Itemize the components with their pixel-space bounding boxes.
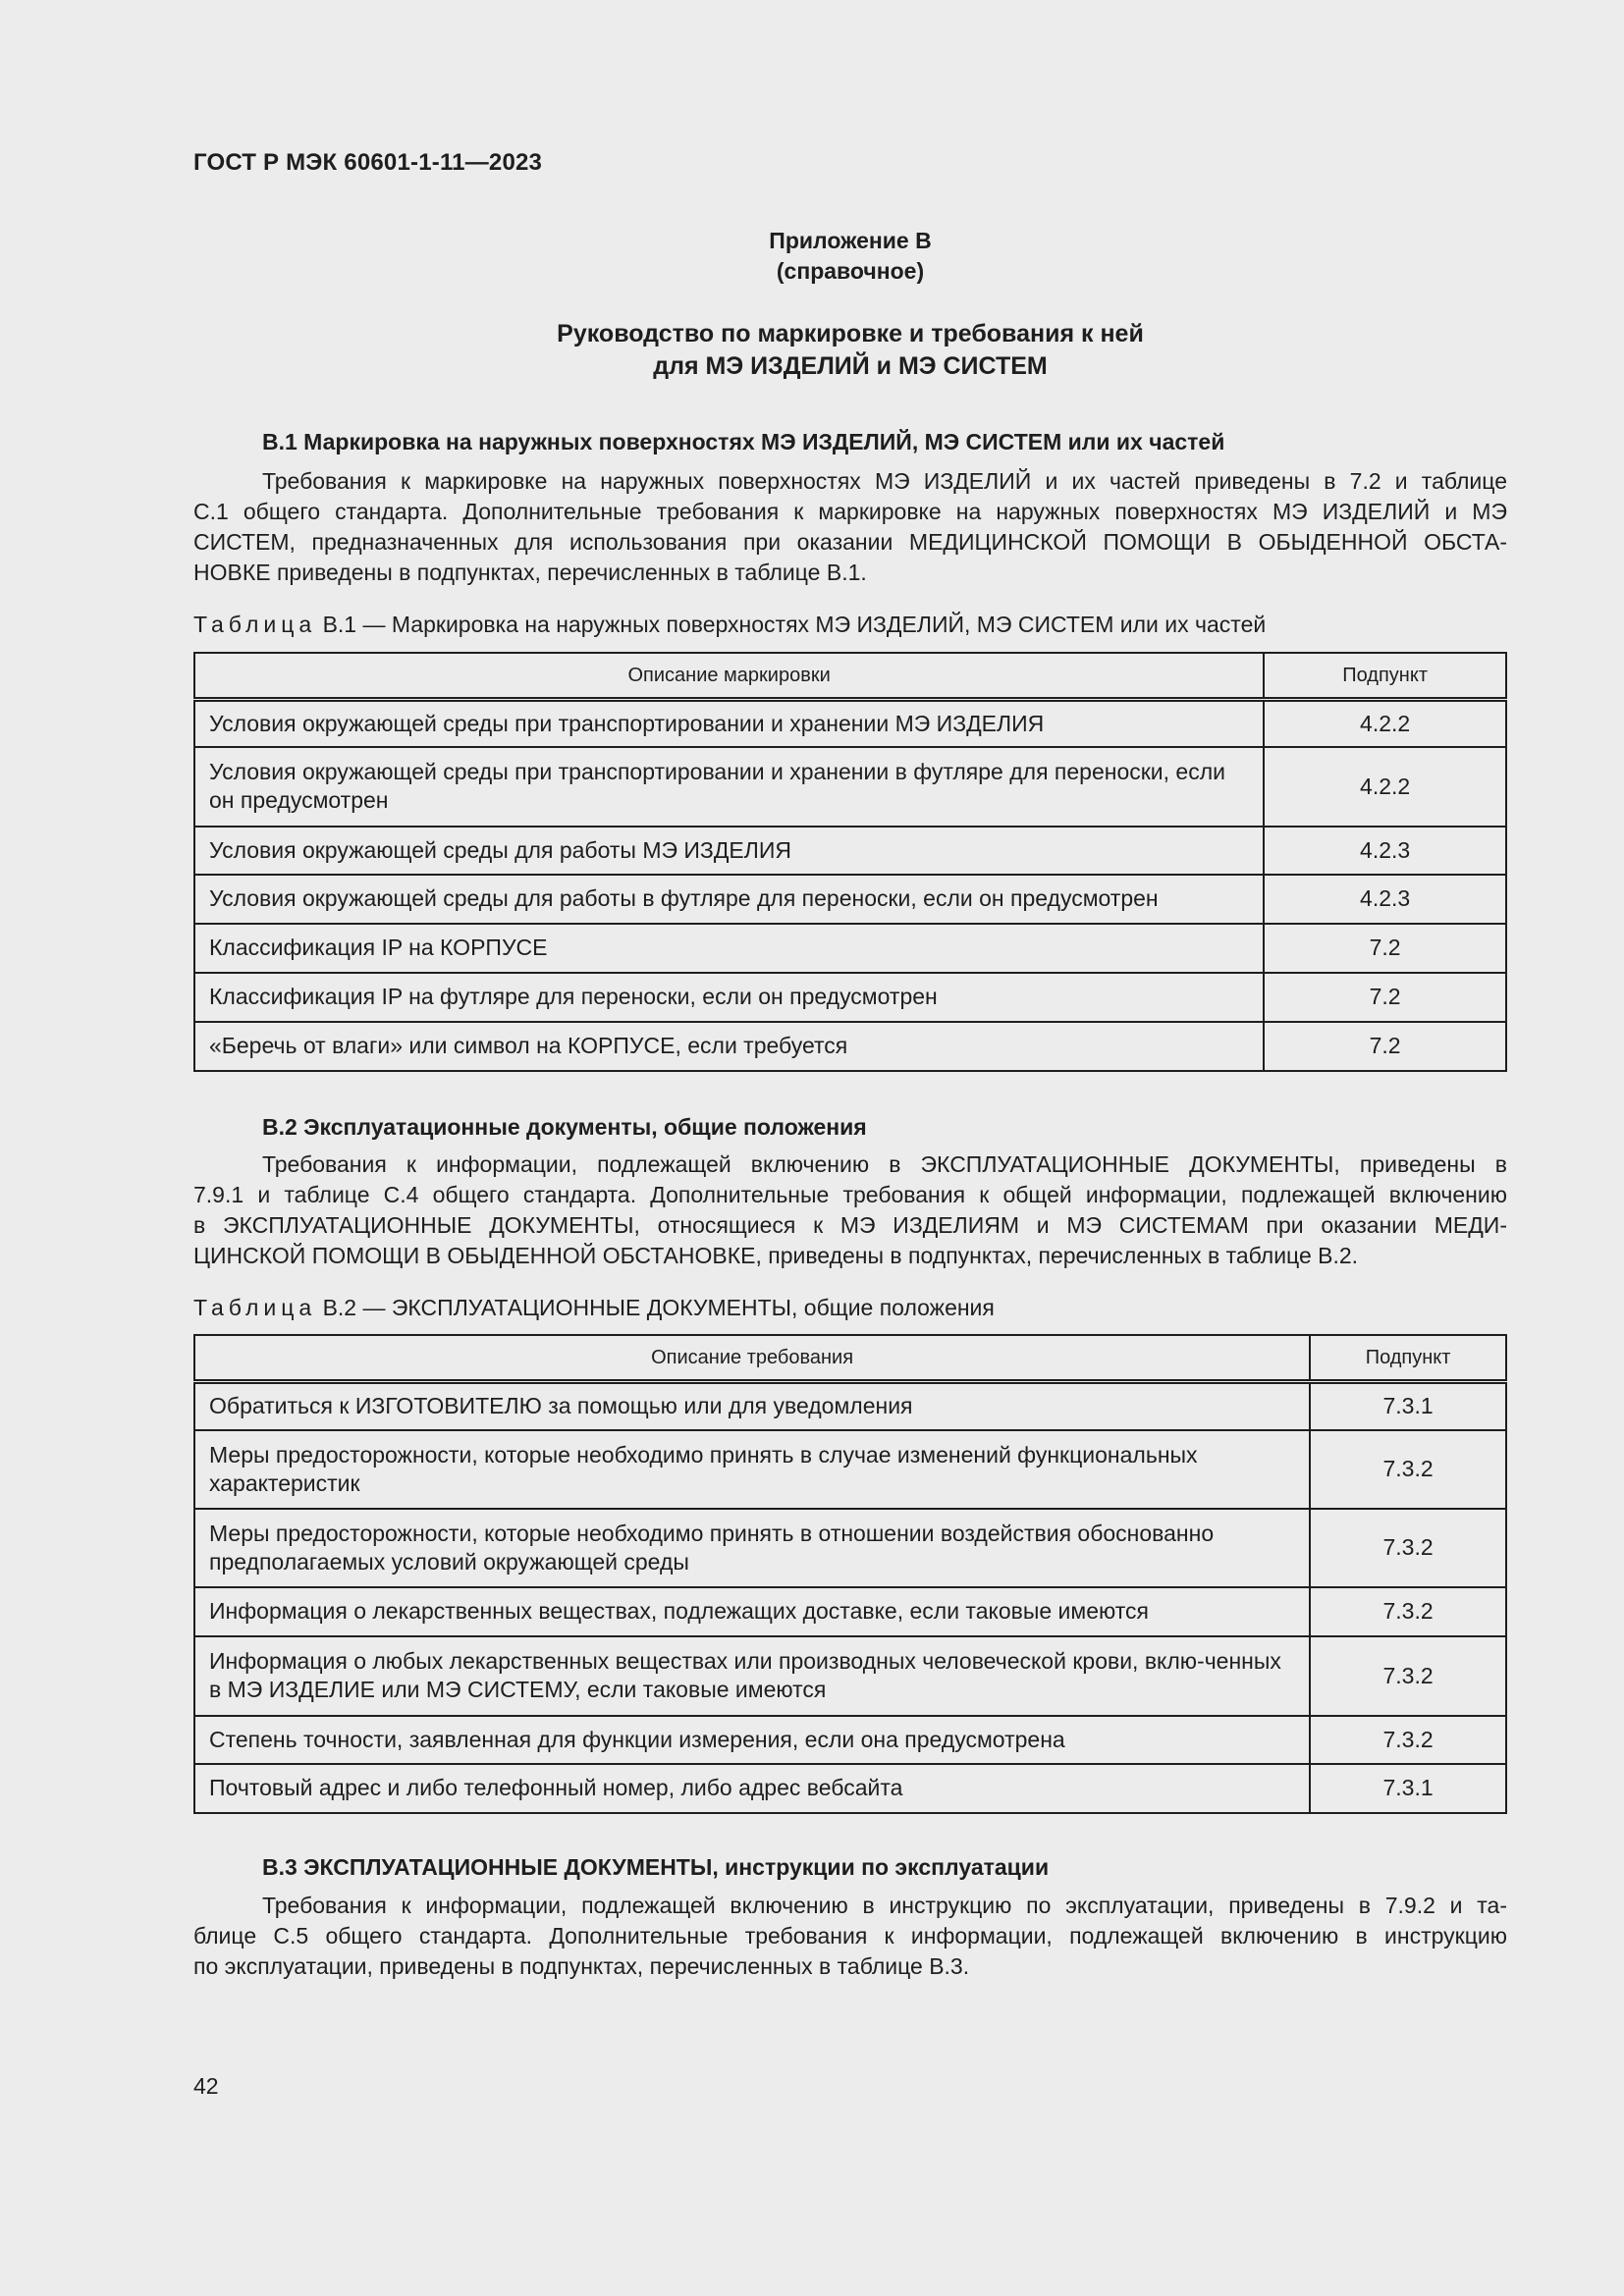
table-b2-caption: [193, 1293, 995, 1322]
column-header-clause: Подпункт: [1264, 653, 1506, 700]
cell-clause: 7.2: [1264, 1022, 1506, 1071]
paragraph-line: Требования к маркировке на наружных поверхностях МЭ ИЗДЕЛИЙ и их частей приведены в 7.2 и таблице: [262, 468, 1507, 494]
paragraph-line: блице С.5 общего стандарта. Дополнительные требования к информации, подлежащей включению в инструкцию: [193, 1923, 1507, 1949]
running-header: ГОСТ Р МЭК 60601-1-11—2023: [193, 149, 543, 176]
paragraph-line: в ЭКСПЛУАТАЦИОННЫЕ ДОКУМЕНТЫ, относящиеся к МЭ ИЗДЕЛИЯМ и МЭ СИСТЕМАМ при оказании МЕДИ-: [193, 1212, 1507, 1238]
paragraph-line: ЦИНСКОЙ ПОМОЩИ В ОБЫДЕННОЙ ОБСТАНОВКЕ, приведены в подпунктах, перечисленных в таблице В.2.: [193, 1243, 1359, 1268]
cell-description: «Беречь от влаги» или символ на КОРПУСЕ, если требуется: [194, 1022, 1264, 1071]
column-header-description: Описание маркировки: [194, 653, 1264, 700]
cell-description: Условия окружающей среды при транспортировании и хранении в футляре для переноски, если он предусмотрен: [194, 747, 1264, 827]
table-b1: [193, 652, 1507, 1072]
cell-clause: 7.3.1: [1310, 1382, 1506, 1430]
cell-clause: 7.2: [1264, 973, 1506, 1022]
table-row: [194, 1430, 1506, 1509]
cell-description: Информация о лекарственных веществах, подлежащих доставке, если таковые имеются: [194, 1587, 1310, 1636]
column-header-clause: Подпункт: [1310, 1335, 1506, 1382]
cell-clause: 7.3.2: [1310, 1430, 1506, 1509]
table-row: [194, 700, 1506, 747]
annex-title: Приложение В: [769, 228, 932, 253]
column-header-description: Описание требования: [194, 1335, 1310, 1382]
table-b2: [193, 1334, 1507, 1814]
table-row: [194, 1022, 1506, 1071]
table-row: [194, 1636, 1506, 1716]
cell-clause: 4.2.3: [1264, 827, 1506, 875]
cell-clause: 7.3.2: [1310, 1636, 1506, 1716]
cell-clause: 4.2.2: [1264, 700, 1506, 747]
table-row: [194, 924, 1506, 973]
cell-description: Обратиться к ИЗГОТОВИТЕЛЮ за помощью или для уведомления: [194, 1382, 1310, 1430]
table-row: [194, 875, 1506, 924]
section-b2-paragraph: [193, 1149, 1507, 1271]
cell-clause: 7.3.1: [1310, 1764, 1506, 1813]
page-number: 42: [193, 2073, 219, 2099]
table-row: [194, 1509, 1506, 1587]
cell-description: Классификация IP на футляре для переноски, если он предусмотрен: [194, 973, 1264, 1022]
table-caption-text: В.1 — Маркировка на наружных поверхностях МЭ ИЗДЕЛИЙ, МЭ СИСТЕМ или их частей: [322, 612, 1267, 637]
table-row: [194, 747, 1506, 827]
table-caption-word: Таблица: [193, 612, 317, 637]
cell-description: Условия окружающей среды при транспортировании и хранении МЭ ИЗДЕЛИЯ: [194, 700, 1264, 747]
table-row: [194, 973, 1506, 1022]
cell-clause: 4.2.3: [1264, 875, 1506, 924]
section-b3-paragraph: [193, 1891, 1507, 1982]
cell-clause: 7.2: [1264, 924, 1506, 973]
table-caption-word: Таблица: [193, 1295, 317, 1320]
cell-description: Меры предосторожности, которые необходимо принять в случае изменений функциональных характеристик: [194, 1430, 1310, 1509]
annex-heading-line-1: Руководство по маркировке и требования к ней: [557, 320, 1144, 347]
cell-description: Почтовый адрес и либо телефонный номер, либо адрес вебсайта: [194, 1764, 1310, 1813]
table-row: [194, 827, 1506, 875]
table-b1-caption: [193, 610, 1266, 639]
table-header-row: [194, 653, 1506, 700]
table-row: [194, 1764, 1506, 1813]
cell-description: Степень точности, заявленная для функции измерения, если она предусмотрена: [194, 1716, 1310, 1764]
paragraph-line: Требования к информации, подлежащей включению в ЭКСПЛУАТАЦИОННЫЕ ДОКУМЕНТЫ, приведены в: [262, 1151, 1507, 1177]
paragraph-line: 7.9.1 и таблице С.4 общего стандарта. Дополнительные требования к общей информации, подлежащей включению: [193, 1182, 1507, 1207]
paragraph-line: Требования к информации, подлежащей включению в инструкцию по эксплуатации, приведены в 7.9.2 и та-: [262, 1893, 1507, 1918]
paragraph-line: С.1 общего стандарта. Дополнительные требования к маркировке на наружных поверхностях МЭ ИЗДЕЛИЙ и МЭ: [193, 499, 1507, 524]
section-b3-heading: В.3 ЭКСПЛУАТАЦИОННЫЕ ДОКУМЕНТЫ, инструкции по эксплуатации: [262, 1854, 1050, 1880]
annex-heading-line-2: для МЭ ИЗДЕЛИЙ и МЭ СИСТЕМ: [653, 352, 1048, 380]
table-row: [194, 1587, 1506, 1636]
section-b1-paragraph: [193, 466, 1507, 588]
section-b2-heading: В.2 Эксплуатационные документы, общие положения: [262, 1114, 867, 1140]
table-header-row: [194, 1335, 1506, 1382]
cell-clause: 4.2.2: [1264, 747, 1506, 827]
cell-description: Меры предосторожности, которые необходимо принять в отношении воздействия обоснованно предполагаемых условий окружающей среды: [194, 1509, 1310, 1587]
table-row: [194, 1716, 1506, 1764]
cell-clause: 7.3.2: [1310, 1716, 1506, 1764]
cell-description: Классификация IP на КОРПУСЕ: [194, 924, 1264, 973]
paragraph-line: НОВКЕ приведены в подпунктах, перечисленных в таблице В.1.: [193, 560, 867, 585]
section-b1-heading: В.1 Маркировка на наружных поверхностях МЭ ИЗДЕЛИЙ, МЭ СИСТЕМ или их частей: [262, 429, 1225, 454]
paragraph-line: по эксплуатации, приведены в подпунктах, перечисленных в таблице В.3.: [193, 1953, 970, 1979]
cell-description: Условия окружающей среды для работы МЭ ИЗДЕЛИЯ: [194, 827, 1264, 875]
table-caption-text: В.2 — ЭКСПЛУАТАЦИОННЫЕ ДОКУМЕНТЫ, общие положения: [322, 1295, 995, 1320]
cell-description: Условия окружающей среды для работы в футляре для переноски, если он предусмотрен: [194, 875, 1264, 924]
cell-clause: 7.3.2: [1310, 1509, 1506, 1587]
paragraph-line: СИСТЕМ, предназначенных для использования при оказании МЕДИЦИНСКОЙ ПОМОЩИ В ОБЫДЕННОЙ ОБСТА-: [193, 529, 1507, 555]
annex-subtitle: (справочное): [776, 258, 925, 284]
table-row: [194, 1382, 1506, 1430]
cell-description: Информация о любых лекарственных веществах или производных человеческой крови, вклю-ченных в МЭ ИЗДЕЛИЕ или МЭ СИСТЕМУ, если таковые имеются: [194, 1636, 1310, 1716]
cell-clause: 7.3.2: [1310, 1587, 1506, 1636]
